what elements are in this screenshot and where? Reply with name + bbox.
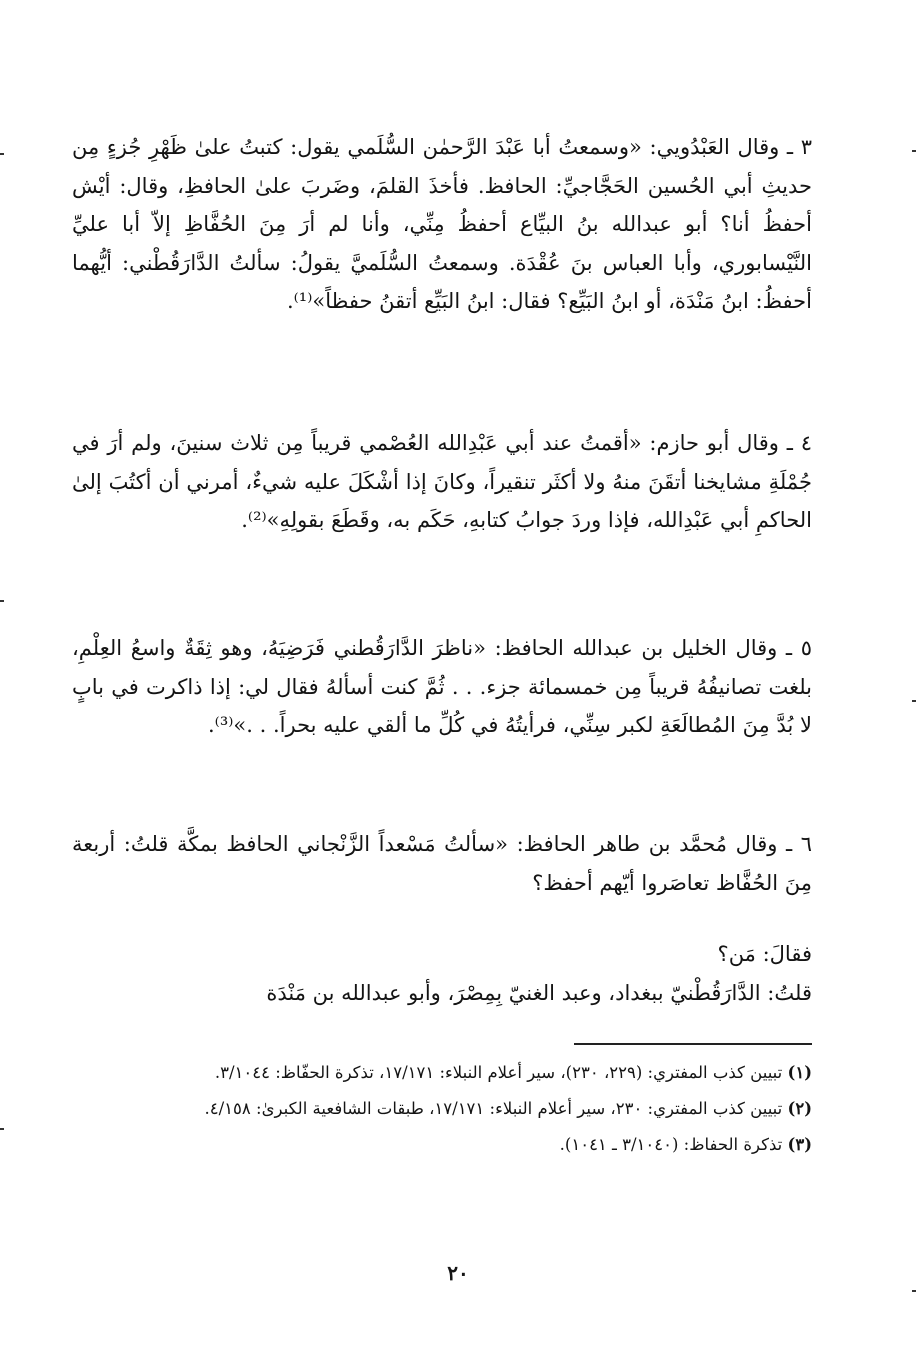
footnotes [80,1058,812,1166]
scan-mark [0,600,4,602]
footnote-3-number: (٣) [787,1135,812,1154]
footnote-2-text: تبيين كذب المفتري: ٢٣٠، سير أعلام النبلاء: ١٧/١٧١، طبقات الشافعية الكبرىٰ: ٤/١٥٨. [204,1099,783,1118]
footnote-3 [80,1130,812,1160]
scan-mark [0,153,4,155]
paragraph-6: ٦ ـ وقال مُحمَّد بن طاهر الحافظ: «سألتُ مَسْعداً الزَّنْجاني الحافظ بمكَّة قلتُ: أربعة مِنَ الحُفَّاظ تعاصَروا أيّهم أحفظ؟ [72,832,812,895]
footnote-2 [80,1094,812,1124]
footnote-1-number: (١) [787,1063,812,1082]
paragraph-answer: قلتُ: الدَّارَقُطْنيّ ببغداد، وعبد الغنيّ بِمِصْرَ، وأبو عبدالله بن مَنْدَة [266,981,812,1005]
paragraph-question: فقالَ: مَن؟ [717,942,812,966]
footnote-2-number: (٢) [787,1099,812,1118]
page-number: ٢٠ [447,1261,469,1285]
scan-mark [0,1128,4,1130]
footnote-1 [80,1058,812,1088]
footnote-separator [574,1043,812,1045]
footnote-3-text: تذكرة الحفاظ: (٣/١٠٤٠ ـ ١٠٤١). [559,1135,783,1154]
paragraph-4: ٤ ـ وقال أبو حازم: «أقمتُ عند أبي عَبْدِالله العُصْمي قريباً مِن ثلاث سنينَ، ولم أرَ في جُمْلَةِ مشايخنا أتقَنَ منهُ ولا أكثَر تنقيراً، وكانَ إذا أشْكَلَ عليه شيءٌ، أمرني أن أكتُبَ إلىٰ الحاكمِ أبي عَبْدِالله، فإذا وردَ جوابُ كتابهِ، حَكَم به، وقَطَعَ بقولِهِ»⁽²⁾. [72,431,812,533]
paragraph-3: ٣ ـ وقال العَبْدُويي: «وسمعتُ أبا عَبْدَ الرَّحمٰن السُّلَمي يقول: كتبتُ علىٰ ظَهْرِ جُزءٍ مِن حديثِ أبي الحُسين الحَجَّاجيِّ: الحافظ. فأخذَ القلمَ، وضَربَ علىٰ الحافظِ، وقال: أيْش أحفظُ أنا؟ أبو عبدالله بنُ البيِّاع أحفظُ مِنِّي، وأنا لم أرَ مِنَ الحُفَّاظِ إلاّ أبا عليِّ النَّيْسابوري، وأبا العباس بنَ عُقْدَة. وسمعتُ السُّلَميَّ يقولُ: سألتُ الدَّارَقُطْني: أيُّهما أحفظُ: ابنُ مَنْدَة، أو ابنُ البَيِّع؟ فقال: ابنُ البَيِّع أتقنُ حفظاً»⁽¹⁾. [72,135,812,314]
scan-mark [912,1290,916,1292]
scan-mark [912,150,916,152]
scan-mark [912,700,916,702]
paragraph-5: ٥ ـ وقال الخليل بن عبدالله الحافظ: «ناظرَ الدَّارَقُطني فَرَضِيَهُ، وهو ثِقَةٌ واسعُ العِلْمِ، بلغت تصانيفُهُ قريباً مِن خمسمائة جزء. . . ثُمَّ كنت أسألهُ فقال لي: إذا ذاكرت في بابٍ لا بُدَّ مِنَ المُطالَعَةِ لكبر سِنِّي، فرأيتُهُ في كُلِّ ما ألقي عليه بحراً. . .»⁽³⁾. [72,636,812,738]
footnote-1-text: تبيين كذب المفتري: (٢٢٩، ٢٣٠)، سير أعلام النبلاء: ١٧/١٧١، تذكرة الحفّاظ: ٣/١٠٤٤. [214,1063,783,1082]
